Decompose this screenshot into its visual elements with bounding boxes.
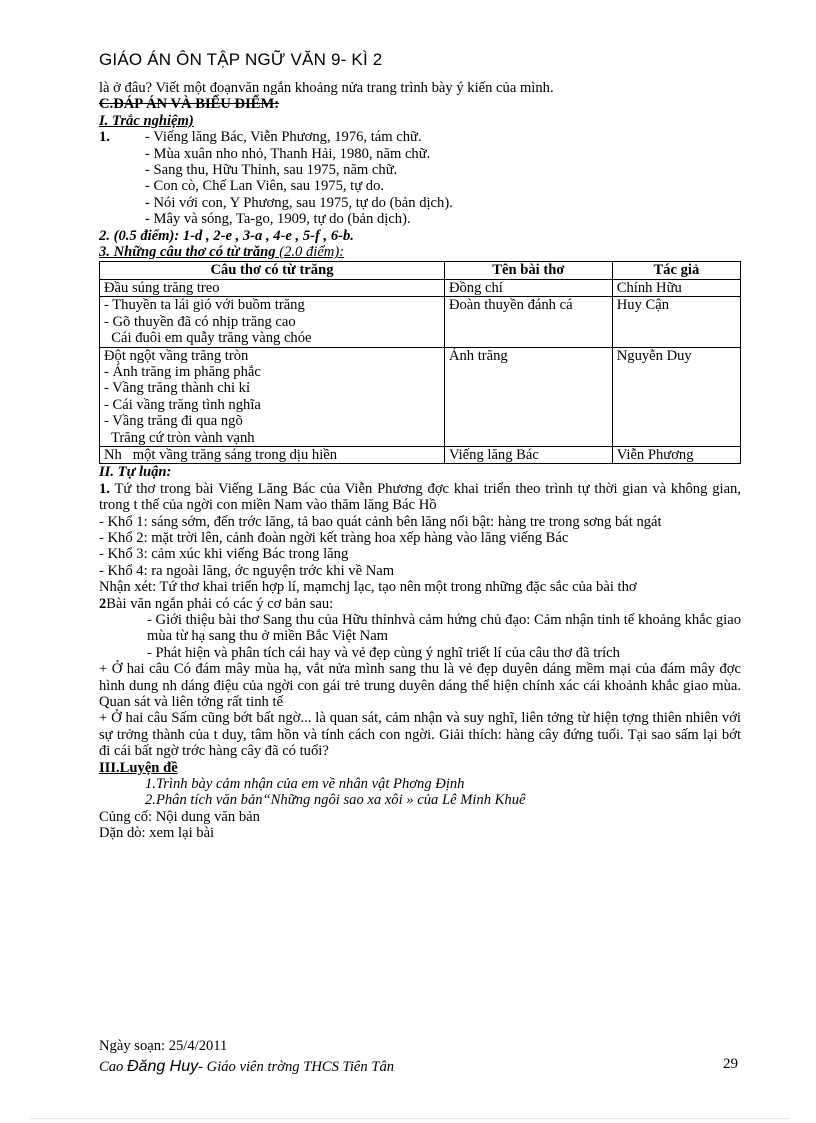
verse-cell xyxy=(100,279,445,296)
question-1-answers xyxy=(145,129,453,227)
consolidation-line: Củng cố: Nội dung văn bản xyxy=(99,808,260,825)
page-header-title: GIÁO ÁN ÔN TẬP NGỮ VĂN 9- KÌ 2 xyxy=(99,50,383,69)
section-ii-heading: II. Tự luận: xyxy=(99,464,172,481)
essay-part-1-text: Tứ thơ trong bài Viếng Lăng Bác của Viễn Phương đợc khai triển theo trình tự thời gian và không gian, trong t thế của ngời con miền Nam vào thăm lăng Bác Hồ xyxy=(99,480,741,514)
footer-sign-prefix: Cao xyxy=(99,1059,127,1075)
practice-item: 2.Phân tích văn bản“Những ngôi sao xa xôi » của Lê Minh Khuê xyxy=(145,792,526,809)
verse-line: Đột ngột vầng trăng tròn xyxy=(104,347,249,364)
essay-part-1-number: 1. xyxy=(99,480,110,497)
table-row xyxy=(100,297,741,347)
author-cell: Viễn Phương xyxy=(612,446,740,463)
footer-author-name: Đăng Huy xyxy=(126,1058,199,1075)
verse-line: - Cái vầng trăng tình nghĩa xyxy=(104,396,261,413)
essay-part-2-number: 2 xyxy=(99,595,107,612)
answer-line: - Nói với con, Y Phương, sau 1975, tự do (bản dịch). xyxy=(145,194,453,211)
essay-part-1 xyxy=(99,481,741,514)
verse-line: - Vầng trăng thành chi kỉ xyxy=(104,380,251,397)
section-i-heading: I. Trắc nghiệm) xyxy=(99,112,194,129)
document-body xyxy=(99,80,741,842)
verse-line: - Vầng trăng đi qua ngõ xyxy=(104,413,243,430)
table-header-row xyxy=(100,262,741,279)
column-header: Tác giả xyxy=(612,262,740,279)
remark: Nhận xét: Tứ thơ khai triển hợp lí, mạmchj lạc, tạo nên một trong những đặc sắc của bài thơ xyxy=(99,579,637,596)
poem-cell: Đoàn thuyền đánh cá xyxy=(444,297,612,347)
footer-date: Ngày soạn: 25/4/2011 xyxy=(99,1038,228,1054)
verse-line: Cái đuôi em quẫy trăng vàng chóe xyxy=(104,330,312,347)
poem-cell: Ánh trăng xyxy=(444,347,612,446)
verse-line: - Gõ thuyền đã có nhịp trăng cao xyxy=(104,313,296,330)
essay-part-2-point-d: + Ở hai câu Sấm cũng bớt bất ngờ... là quan sát, cảm nhận và suy nghĩ, liên tởng từ hiện tợng thiên nhiên với sự trởng thành của t duy, tâm hồn và tính cách con ngời. Giải thích: hàng cây đứng tuổi. Tại sao sấm lại bớt đi cái bất ngờ trớc hàng cây đã có tuổi? xyxy=(99,710,741,760)
moon-poem-table xyxy=(99,261,741,464)
homework-line: Dặn dò: xem lại bài xyxy=(99,825,215,842)
intro-line: là ở đâu? Viết một đoạnvăn ngắn khoảng nửa trang trình bày ý kiến của mình. xyxy=(99,80,554,96)
page-bottom-divider xyxy=(30,1118,790,1119)
question-3-heading xyxy=(99,244,741,260)
verse-line: - Ánh trăng im phăng phắc xyxy=(104,363,261,380)
footer-sign-suffix: - Giáo viên trờng THCS Tiên Tân xyxy=(198,1059,395,1075)
answer-line: - Mây và sóng, Ta-go, 1909, tự do (bản dịch). xyxy=(145,211,411,228)
section-iii-heading: III.Luyện đề xyxy=(99,759,178,776)
author-cell: Huy Cận xyxy=(612,297,740,347)
answer-line: - Viếng lăng Bác, Viễn Phương, 1976, tám chữ. xyxy=(145,129,422,146)
verse-cell xyxy=(100,446,445,463)
verse-line: Đầu súng trăng treo xyxy=(104,279,220,296)
verse-cell xyxy=(100,297,445,347)
essay-part-2-point-b: - Phát hiện và phân tích cái hay và vẻ đẹp cùng ý nghĩ triết lí của câu thơ đã trích xyxy=(147,644,620,661)
stanza-1-note: - Khổ 1: sáng sớm, đến trớc lăng, tả bao quát cảnh bên lăng nổi bật: hàng tre trong sơng bát ngát xyxy=(99,513,662,530)
answer-line: - Mùa xuân nho nhỏ, Thanh Hải, 1980, năm chữ. xyxy=(145,145,431,162)
column-header: Tên bài thơ xyxy=(444,262,612,279)
footer-signature xyxy=(99,1058,394,1076)
essay-part-2-text: Bài văn ngắn phải có các ý cơ bản sau: xyxy=(106,595,334,612)
author-cell: Chính Hữu xyxy=(612,279,740,296)
poem-cell: Đồng chí xyxy=(444,279,612,296)
verse-line: - Thuyền ta lái gió với buồm trăng xyxy=(104,297,305,314)
stanza-2-note: - Khổ 2: mặt trời lên, cảnh đoàn ngời kết tràng hoa xếp hàng vào lăng viếng Bác xyxy=(99,529,569,546)
table-row xyxy=(100,279,741,296)
question-2-label: 2. (0.5 điểm): xyxy=(99,227,180,244)
essay-part-2 xyxy=(99,596,741,612)
verse-line: Nh một vầng trăng sáng trong dịu hiền xyxy=(104,446,338,463)
stanza-3-note: - Khổ 3: cảm xúc khi viếng Bác trong lăng xyxy=(99,546,349,563)
table-row xyxy=(100,347,741,446)
essay-part-2-point-a: - Giới thiệu bài thơ Sang thu của Hữu thỉnhvà cảm hứng chủ đạo: Cảm nhận tinh tế khoảng khắc giao mùa từ hạ sang thu ở miền Bắc Việt Nam xyxy=(147,612,741,645)
answer-line: - Sang thu, Hữu Thỉnh, sau 1975, năm chữ. xyxy=(145,162,398,179)
verse-cell xyxy=(100,347,445,446)
question-2-answers: 1-d , 2-e , 3-a , 4-e , 5-f , 6-b. xyxy=(179,227,354,244)
verse-line: Trăng cứ tròn vành vạnh xyxy=(104,429,255,446)
question-1 xyxy=(99,129,741,227)
page-number: 29 xyxy=(723,1056,738,1072)
question-1-number: 1. xyxy=(99,129,110,146)
practice-item: 1.Trình bày cảm nhận của em về nhân vật Phơng Định xyxy=(145,776,465,793)
poem-cell: Viếng lăng Bác xyxy=(444,446,612,463)
question-3-label: 3. Những câu thơ có từ trăng xyxy=(99,244,276,261)
table-row xyxy=(100,446,741,463)
answer-line: - Con cò, Chế Lan Viên, sau 1975, tự do. xyxy=(145,178,385,195)
stanza-4-note: - Khổ 4: ra ngoài lăng, ớc nguyện trớc khi về Nam xyxy=(99,562,395,579)
essay-part-2-point-c: + Ở hai câu Có đám mây mùa hạ, vắt nửa mình sang thu là vẻ đẹp duyên dáng mềm mại của đám mây đợc hình dung nh dáng điệu của ngời con gái trẻ trung duyên dáng thể hiện chính xác cái khoảnh khắc giao mùa. Quan sát và liên tởng rất tinh tế xyxy=(99,661,741,711)
question-2 xyxy=(99,228,741,244)
section-c-heading: C.ĐÁP ÁN VÀ BIỂU ĐIỂM: xyxy=(99,96,280,113)
question-3-points: (2.0 điểm): xyxy=(275,244,345,261)
author-cell: Nguyễn Duy xyxy=(612,347,740,446)
column-header: Câu thơ có từ trăng xyxy=(100,262,445,279)
